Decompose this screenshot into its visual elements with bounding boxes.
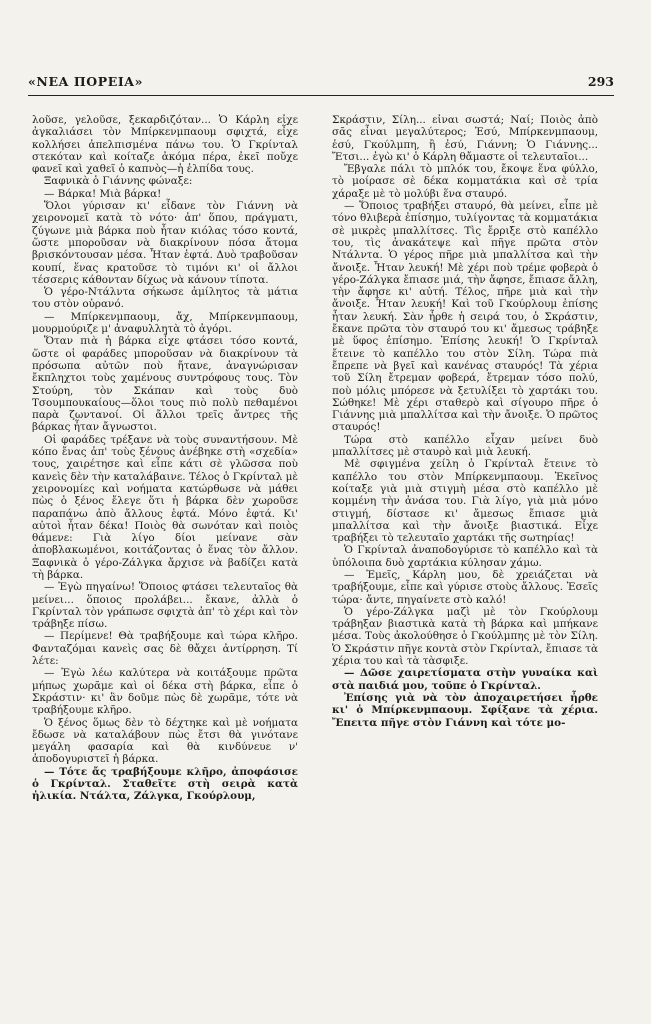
paragraph: — Δῶσε χαιρετίσματα στὴν γυναίκα καὶ στὰ παιδιά μου, τοῦπε ὁ Γκρίνταλ. (332, 667, 598, 692)
paragraph: — Ἐγὼ λέω καλύτερα νὰ κοιτάξουμε πρῶτα μήπως χωρᾶμε καὶ οἱ δέκα στὴ βάρκα, εἶπε ὁ Σκράστιν· κι' ἂν δοῦμε πὼς δὲ χωρᾶμε, τότε νὰ τραβήξουμε κλῆρο. (32, 667, 298, 717)
paragraph: Ἐπίσης γιὰ νὰ τὸν ἀποχαιρετήσει ἦρθε κι' ὁ Μπίρκενμπαουμ. Σφίξανε τὰ χέρια. Ἔπειτα πῆγε στὸν Γιάννη καὶ τότε μο- (332, 691, 598, 729)
paragraph: Ξαφνικὰ ὁ Γιάννης φώναξε: (44, 175, 193, 188)
paragraph: Σκράστιν, Σίλη... εἶναι σωστά; Ναί; Ποιὸς ἀπὸ σᾶς εἶναι μεγαλύτερος; Ἐσύ, Μπίρκενμπαουμ, ἐσύ, Γκούλμπη, ἢ ἐσύ, Γιάννη; Ὁ Γιάννης... Ἔτσι... ἐγὼ κι' ὁ Κάρλη θἄμαστε οἱ τελευταῖοι... (332, 114, 598, 163)
paragraph: Ὁ γέρο-Ζάλγκα μαζὶ μὲ τὸν Γκούρλουμ τράβηξαν βιαστικὰ κατὰ τὴ βάρκα καὶ μπήκανε μέσα. Τοὺς ἀκολούθησε ὁ Γκούλμπης μὲ τὸν Σίλη. Ὁ Σκράστιν πῆγε κοντὰ στὸν Γκρίνταλ, ἔπιασε τὰ χέρια του καὶ τὰ τὰσφιξε. (332, 605, 598, 668)
paragraph: Μὲ σφιγμένα χείλη ὁ Γκρίνταλ ἔτεινε τὸ καπέλλο του στὸν Μπίρκενμπαουμ. Ἐκεῖνος κοίταξε γιὰ μιὰ στιγμὴ μέσα στὸ καπέλλο μὲ κομμένη τὴν ἀνάσα του. Γιὰ λίγο, γιὰ μιὰ μόνο στιγμή, δίστασε κι' ἄμεσως ἔπιασε μιὰ μπαλλίτσα καὶ τὴν ἄνοιξε βιαστικά. Εἶχε τραβήξει τὸ τελευταῖο χαρτάκι τῆς σωτηρίας! (332, 458, 598, 545)
paragraph: Ὅλοι γύρισαν κι' εἶδανε τὸν Γιάννη νὰ χειρονομεῖ κατὰ τὸ νότο· ἀπ' ὅπου, πράγματι, ζύγωνε μιὰ βάρκα ποὺ ἦταν κιόλας τόσο κοντά, ὥστε μποροῦσαν νὰ διακρίνουν πόσα ἄτομα βρισκόντουσαν μέσα. Ἦταν ἑφτά. Δυὸ τραβοῦσαν κουπί, ἕνας κρατοῦσε τὸ τιμόνι κι' οἱ ἄλλοι τέσσερις κάθονταν δίχως νὰ κάνουν τίποτα. (32, 200, 298, 286)
running-title: «ΝΕΑ ΠΟΡΕΙΑ» (28, 74, 143, 89)
paragraph: λοῦσε, γελοῦσε, ξεκαρδιζόταν... Ὁ Κάρλη εἶχε ἀγκαλιάσει τὸν Μπίρκενμπαουμ σφιχτά, εἶχε κολλήσει ἀπελπισμένα πάνω του. Ὁ Γκρίνταλ στεκόταν καὶ κοίταζε ἀκόμα πέρα, ἐκεῖ ποὔχε φανεῖ καὶ χαθεῖ ὁ καπνὸς—ἡ ἐλπίδα τους. (32, 114, 298, 176)
paragraph: Ὁ ξένος ὅμως δὲν τὸ δέχτηκε καὶ μὲ νοήματα ἔδωσε νὰ καταλάβουν πὼς ἔτσι θὰ γινότανε μεγάλη φασαρία καὶ θὰ κινδύνευε ν' ἀποδογυριστεῖ ἡ βάρκα. (32, 716, 298, 766)
paragraph: — Ἐγὼ πηγαίνω! Ὅποιος φτάσει τελευταῖος θὰ μείνει... ὅποιος προλάβει... ἔκανε, ἀλλὰ ὁ Γκρίνταλ τὸν γράπωσε σφιχτὰ ἀπ' τὸ χέρι καὶ τὸν τράβηξε πίσω. (32, 581, 298, 631)
left-column (32, 114, 298, 1010)
paragraph: Ὁ γέρο-Ντάλντα σήκωσε ἀμίλητος τὰ μάτια του στὸν οὐρανό. (32, 286, 298, 311)
page-number: 293 (587, 74, 614, 89)
paragraph: Ὁ Γκρίνταλ ἀναποδογύρισε τὸ καπέλλο καὶ τὰ ὑπόλοιπα δυὸ χαρτάκια κύλησαν χάμω. (332, 544, 598, 569)
paragraph: Ἔβγαλε πάλι τὸ μπλόκ του, ἔκοψε ἕνα φύλλο, τὸ μοίρασε σὲ δέκα κομματάκια καὶ σὲ τρία χάραξε μὲ τὸ μολύβι ἕνα σταυρό. (332, 163, 598, 200)
page-header (28, 74, 614, 96)
paragraph: — Μπίρκενμπαουμ, ἄχ, Μπίρκενμπαουμ, μουρμούριζε μ' ἀναφυλλητὰ τὸ ἀγόρι. (32, 310, 298, 336)
paragraph: Ὅταν πιὰ ἡ βάρκα εἶχε φτάσει τόσο κοντά, ὥστε οἱ φαράδες μποροῦσαν νὰ διακρίνουν τὰ πρόσωπα αὐτῶν ποὺ ἤτανε, ἀναγνώρισαν ἔκπληχτοι τοὺς χαμένους συντρόφους τους. Τὸν Στούρη, τὸν Σκάπαν καὶ τοὺς δυὸ Τσουμπουκαίους—ὅλοι τους πιὸ πολὺ πεθαμένοι παρὰ ζωντανοί. Οἱ ἄλλοι τρεῖς ἄντρες τῆς βάρκας ἦταν ἄγνωστοι. (32, 335, 298, 434)
paragraph: — Ἐμεῖς, Κάρλη μου, δὲ χρειάζεται νὰ τραβήξουμε, εἶπε καὶ γύρισε στοὺς ἄλλους. Ἐσεῖς τώρα· ἄντε, πηγαίνετε στὸ καλό! (332, 568, 598, 606)
paragraph: Τώρα στὸ καπέλλο εἶχαν μείνει δυὸ μπαλλίτσες μὲ σταυρὸ καὶ μιὰ λευκή. (332, 433, 598, 459)
paragraph: Οἱ φαράδες τρέξανε νὰ τοὺς συναντήσουν. Μὲ κόπο ἔνας ἀπ' τοὺς ξένους ἀνέβηκε στὴ «σχεδία» τους, χαιρέτησε καὶ εἶπε κάτι σὲ γλῶσσα ποὺ κανεὶς δὲν τὴν καταλάβαινε. Τέλος ὁ Γκρίνταλ μὲ χειρονομίες καὶ νοήματα κατώρθωσε νὰ μάθει πὼς ὁ ξένος ἔλεγε ὅτι ἡ βάρκα δὲν χωροῦσε παραπάνω ἀπὸ ἄλλους ἑφτά. Μόνο ἑφτά. Κι' αὐτοὶ ἦταν δέκα! Ποιὸς θὰ σωνόταν καὶ ποιὸς θάμενε: Γιὰ λίγο δίοι μείνανε σὰν ἀποβλακωμένοι, κοιτάζοντας ὁ ἕνας τὸν ἄλλον. Ξαφνικὰ ὁ γέρο-Ζάλγκα ἄρχισε νὰ βαδίζει κατὰ τὴ βάρκα. (32, 433, 298, 581)
paragraph: — Βάρκα! Μιὰ βάρκα! (44, 187, 162, 200)
paragraph: — Περίμενε! Θὰ τραβήξουμε καὶ τώρα κλῆρο. Φανταζόμαι κανεὶς σας δὲ θἄχει ἀντίρρηση. Τί λέτε: (32, 630, 298, 668)
paragraph: — Ὅποιος τραβήξει σταυρό, θὰ μείνει, εἶπε μὲ τόνο θλιβερὰ ἐπίσημο, τυλίγοντας τὰ κομματάκια σὲ μικρὲς μπαλλίτσες. Τὶς ἔρριξε στὸ καπέλλο του, τὶς ἀνακάτεψε καὶ πῆγε πρῶτα στὸν Ντάλντα. Ὁ γέρος πῆρε μιὰ μπαλλίτσα καὶ τὴν ἄνοιξε. Ἦταν λευκή! Μὲ χέρι ποὺ τρέμε φοβερὰ ὁ γέρο-Ζάλγκα ἔπιασε μιά, τὴν ἄφησε, ἔπιασε ἄλλη, τὴν ἄφησε κι' αὐτή. Τέλος, πῆρε μιὰ καὶ τὴν ἄνοιξε. Ἦταν λευκή! Καὶ τοῦ Γκούρλουμ ἐπίσης ἦταν λευκή. Σὰν ἦρθε ἡ σειρά του, ὁ Σκράστιν, ἔκανε πρῶτα τὸν σταυρό του κι' ἄμεσως τράβηξε μὲ ὕφος ἐπίσημο. Ἐπίσης λευκή! Ὁ Γκρίνταλ ἔτεινε τὸ καπέλλο του στὸν Σίλη. Τώρα πιὰ ἔπρεπε νὰ βγεῖ καὶ κανένας σταυρός! Τὰ χέρια τοῦ Σίλη ἔτρεμαν φοβερά, ἔτρεμαν τόσο πολύ, ποὺ μόλις μπόρεσε νὰ ξετυλίξει τὸ χαρτάκι του. Σώθηκε! Μὲ χέρι σταθερὸ καὶ σίγουρο πῆρε ὁ Γιάννης μιὰ μπαλλίτσα καὶ τὴν ἄνοιξε. Ὁ πρῶτος σταυρός! (332, 200, 598, 434)
paragraph: — Τότε ἄς τραβήξουμε κλῆρο, ἀποφάσισε ὁ Γκρίνταλ. Σταθεῖτε στὴ σειρὰ κατὰ ἡλικία. Ντάλτα, Ζάλγκα, Γκούρλουμ, (32, 765, 298, 803)
header-rule (28, 95, 614, 96)
right-column (332, 114, 598, 1010)
